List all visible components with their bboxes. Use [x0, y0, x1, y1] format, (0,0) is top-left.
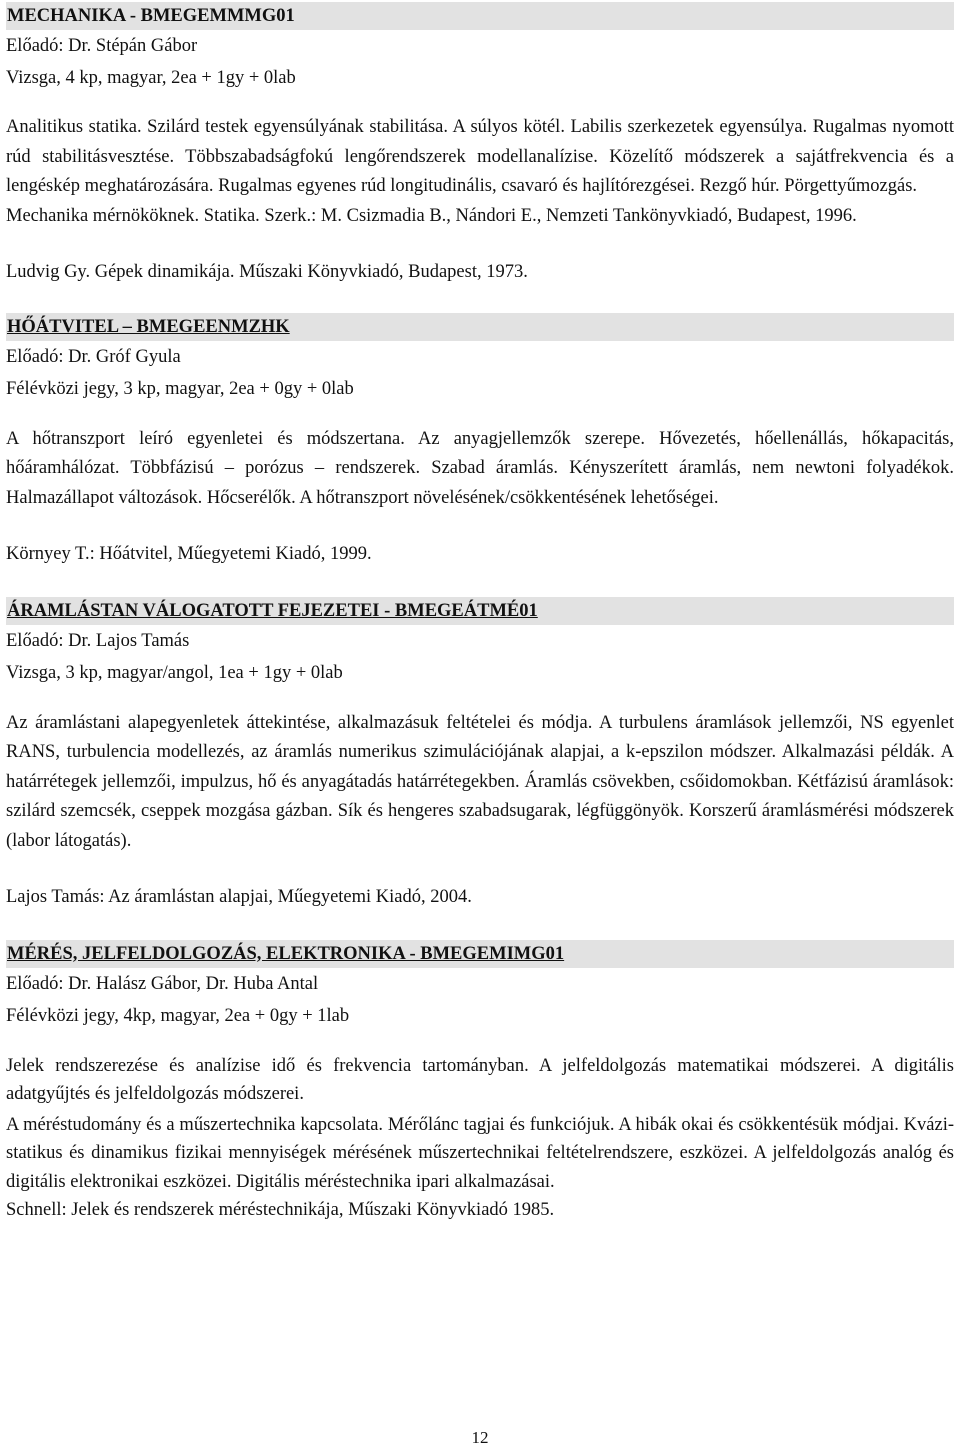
course-reference: Schnell: Jelek és rendszerek méréstechnikája, Műszaki Könyvkiadó 1985.	[6, 1200, 555, 1220]
course-title-text: ÁRAMLÁSTAN VÁLOGATOTT FEJEZETEI - BMEGEÁTMÉ01	[7, 600, 538, 621]
course-description-continued: A méréstudomány és a műszertechnika kapcsolata. Mérőlánc tagjai és funkciójuk. A hibák okai és csökkentésük módjai. Kvázi-statikus és dinamikus fizikai mennyiségek mérésének műszertechnikai feltételrendszere, eszközei. A jelfeldolgozás analóg és digitális elektronikai eszközei. Digitális méréstechnika ipari alkalmazásai.	[6, 1114, 954, 1192]
course-description: Az áramlástani alapegyenletek áttekintése, alkalmazásuk feltételei és módja. A turbulens áramlások jellemzői, NS egyenlet RANS, turbulencia modellezés, az áramlás numerikus szimulációjának alapjai, a k-epszilon módszer. Alkalmazási példák. A határrétegek jellemzői, impulzus, hő és anyagátadás határrétegekben. Áramlás csövekben, csőidomokban. Kétfázisú áramlások: szilárd szemcsék, cseppek mozgása gázban. Sík és hengeres szabadsugarak, légfüggönyök. Korszerű áramlásmérési módszerek (labor látogatás).	[6, 712, 954, 851]
course-description: A hőtranszport leíró egyenletei és módszertana. Az anyagjellemzők szerepe. Hővezetés, hőellenállás, hőkapacitás, hőáramhálózat. Többfázisú – porózus – rendszerek. Szabad áramlás. Kényszerített áramlás, nem newtoni folyadékok. Halmazállapot változások. Hőcserélők. A hőtranszport növelésének/csökkentésének lehetőségei.	[6, 428, 954, 508]
course-reference: Lajos Tamás: Az áramlástan alapjai, Műegyetemi Kiadó, 2004.	[6, 887, 472, 907]
course-aramlastan	[6, 597, 954, 940]
course-meres	[6, 940, 954, 1226]
course-lecturer: Előadó: Dr. Lajos Tamás	[6, 630, 190, 651]
course-reference: Mechanika mérnököknek. Statika. Szerk.: M. Csizmadia B., Nándori E., Nemzeti Tankönyvkiadó, Budapest, 1996.	[6, 205, 857, 226]
course-info: Félévközi jegy, 4kp, magyar, 2ea + 0gy + 1lab	[6, 1005, 350, 1026]
page-number: 12	[471, 1428, 489, 1447]
course-lecturer: Előadó: Dr. Stépán Gábor	[6, 36, 198, 56]
course-mechanika	[6, 2, 954, 315]
course-reference: Ludvig Gy. Gépek dinamikája. Műszaki Könyvkiadó, Budapest, 1973.	[6, 262, 528, 282]
course-title	[6, 940, 954, 968]
course-description: Jelek rendszerezése és analízise idő és frekvencia tartományban. A jelfeldolgozás matematikai módszerei. A digitális adatgyűjtés és jelfeldolgozás módszerei.	[6, 1055, 954, 1104]
course-description: Analitikus statika. Szilárd testek egyensúlyának stabilitása. A súlyos kötél. Labilis szerkezetek egyensúlya. Rugalmas nyomott rúd stabilitásvesztése. Többszabadságfokú lengőrendszerek modellanalízise. Közelítő módszerek a sajátfrekvencia és a lengéskép meghatározására. Rugalmas egyenes rúd longitudinális, csavaró és hajlítórezgései. Rezgő húr. Pörgettyűmozgás.	[6, 117, 954, 196]
course-title	[6, 313, 954, 341]
course-lecturer: Előadó: Dr. Gróf Gyula	[6, 346, 181, 367]
course-info: Vizsga, 3 kp, magyar/angol, 1ea + 1gy + 0lab	[6, 662, 343, 683]
course-title-text: MÉRÉS, JELFELDOLGOZÁS, ELEKTRONIKA - BMEGEMIMG01	[7, 943, 565, 964]
course-title-text: HŐÁTVITEL – BMEGEENMZHK	[7, 316, 290, 337]
course-lecturer: Előadó: Dr. Halász Gábor, Dr. Huba Antal	[6, 973, 319, 994]
course-hoatvitel	[6, 313, 954, 597]
course-info: Félévközi jegy, 3 kp, magyar, 2ea + 0gy + 0lab	[6, 378, 354, 399]
course-reference: Környey T.: Hőátvitel, Műegyetemi Kiadó, 1999.	[6, 544, 372, 564]
course-title: MECHANIKA - BMEGEMMMG01	[6, 2, 954, 30]
course-title	[6, 597, 954, 625]
course-info: Vizsga, 4 kp, magyar, 2ea + 1gy + 0lab	[6, 68, 296, 88]
document-page	[6, 0, 954, 1226]
